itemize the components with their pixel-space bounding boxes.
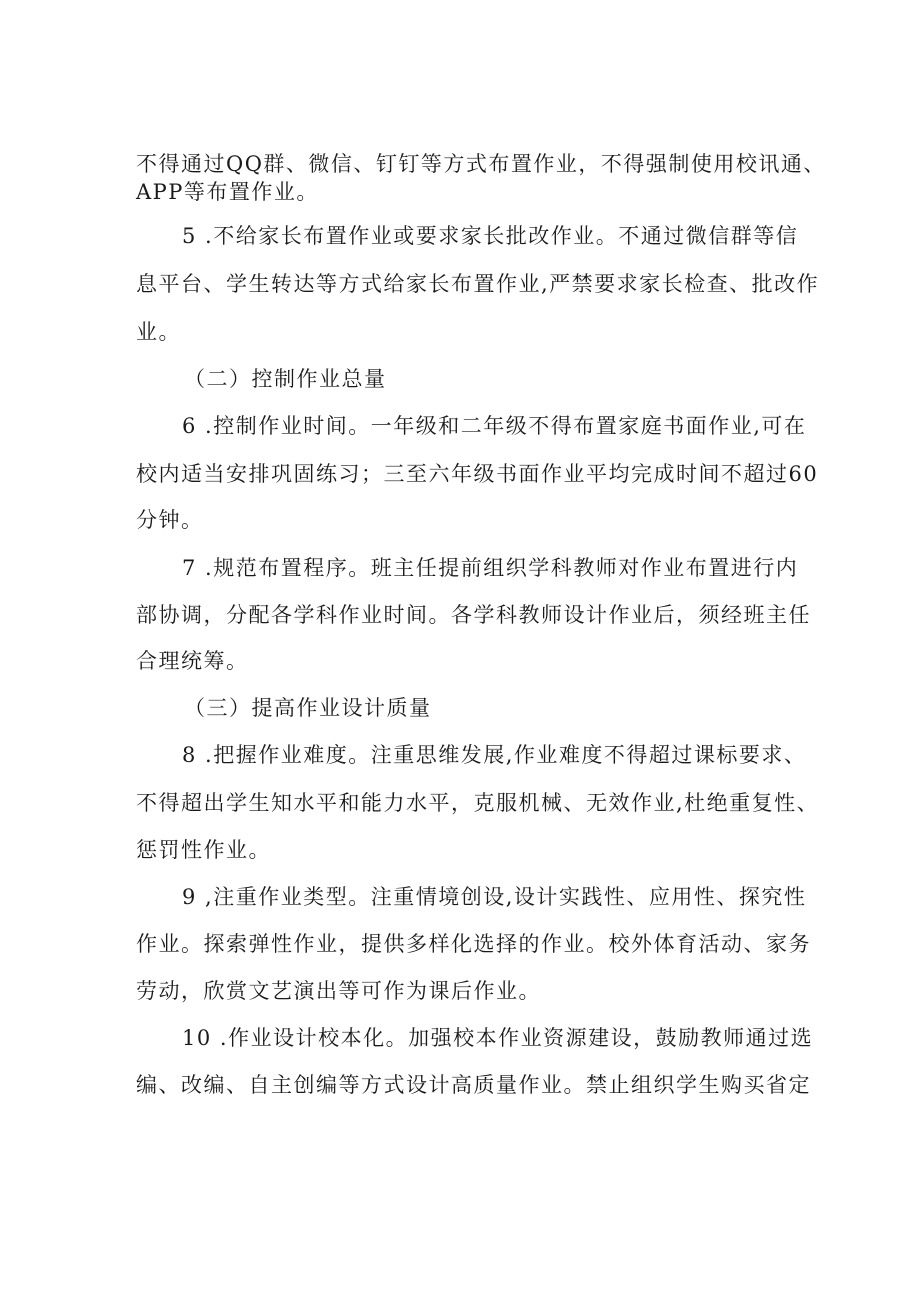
paragraph-line: 9 ,注重作业类型。注重情境创设,设计实践性、应用性、探究性 <box>182 885 807 909</box>
paragraph-line: 编、改编、自主创编等方式设计高质量作业。禁止组织学生购买省定 <box>136 1073 811 1097</box>
paragraph-line: APP等布置作业。 <box>136 180 319 204</box>
section-heading: （三）提高作业设计质量 <box>184 696 432 720</box>
paragraph-line: 5 .不给家长布置作业或要求家长批改作业。不通过微信群等信 <box>182 224 799 248</box>
paragraph-line: 校内适当安排巩固练习；三至六年级书面作业平均完成时间不超过60 <box>136 462 819 486</box>
paragraph-line: 惩罚性作业。 <box>136 838 271 862</box>
paragraph-line: 8 .把握作业难度。注重思维发展,作业难度不得超过课标要求、 <box>182 743 807 767</box>
paragraph-line: 息平台、学生转达等方式给家长布置作业,严禁要求家长检查、批改作 <box>136 272 820 296</box>
paragraph-line: 7 .规范布置程序。班主任提前组织学科教师对作业布置进行内 <box>182 556 799 580</box>
paragraph-line: 不得通过QQ群、微信、钉钉等方式布置作业，不得强制使用校讯通、 <box>136 152 826 176</box>
paragraph-line: 业。 <box>136 320 181 344</box>
section-heading: （二）控制作业总量 <box>184 367 387 391</box>
paragraph-line: 不得超出学生知水平和能力水平，克服机械、无效作业,杜绝重复性、 <box>136 791 820 815</box>
paragraph-line: 作业。探索弹性作业，提供多样化选择的作业。校外体育活动、家务 <box>136 932 811 956</box>
paragraph-line: 分钟。 <box>136 508 204 532</box>
paragraph-line: 10 .作业设计校本化。加强校本作业资源建设，鼓励教师通过选 <box>182 1026 814 1050</box>
paragraph-line: 合理统筹。 <box>136 649 249 673</box>
paragraph-line: 6 .控制作业时间。一年级和二年级不得布置家庭书面作业,可在 <box>182 414 807 438</box>
paragraph-line: 劳动，欣赏文艺演出等可作为课后作业。 <box>136 979 541 1003</box>
paragraph-line: 部协调，分配各学科作业时间。各学科教师设计作业后，须经班主任 <box>136 603 811 627</box>
